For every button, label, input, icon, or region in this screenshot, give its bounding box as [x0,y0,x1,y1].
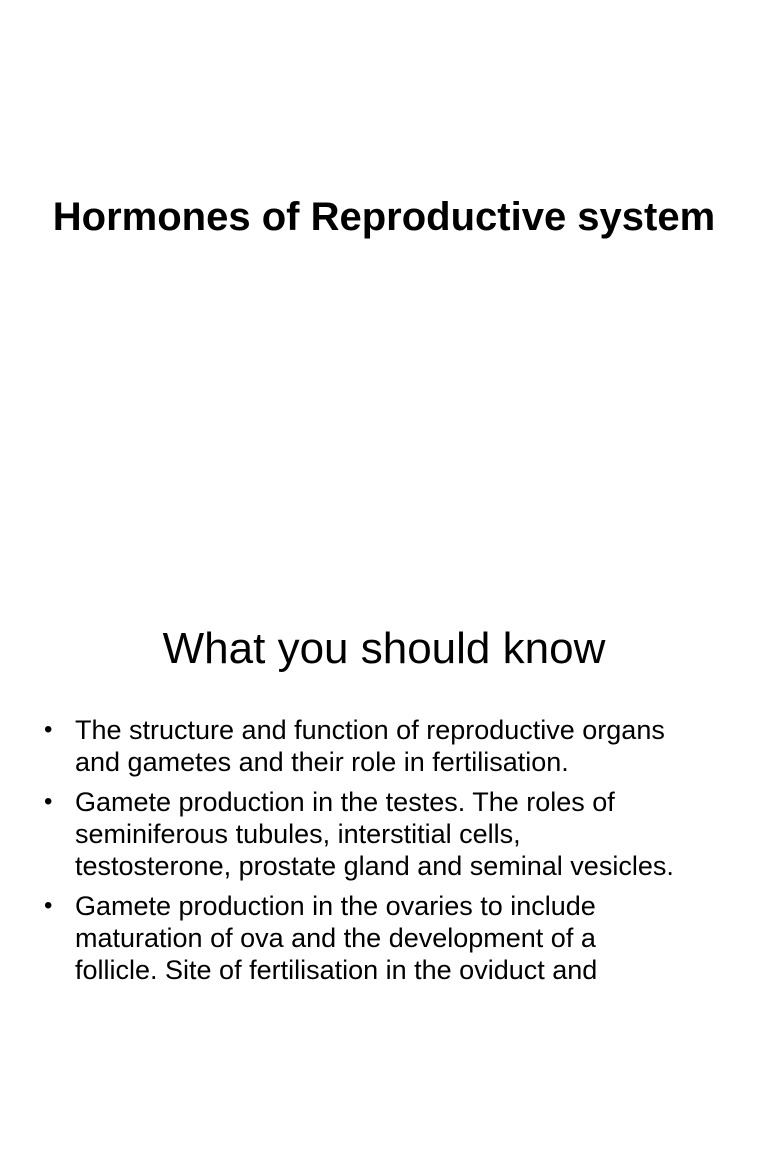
list-item [44,890,684,986]
slide-heading: What you should know [162,624,606,673]
bullet-icon: • [44,788,53,815]
bullet-text: Gamete production in the ovaries to include maturation of ova and the development of a follicle. Site of fertilisation in the oviduct and [75,891,598,985]
bullet-icon: • [44,716,53,743]
bullet-icon: • [44,892,53,919]
bullet-text: Gamete production in the testes. The roles of seminiferous tubules, interstitial cells, testosterone, prostate gland and seminal vesicles. [75,787,674,881]
list-item [44,786,684,882]
content-slide [0,576,768,1152]
list-item [44,714,684,778]
bullet-text: The structure and function of reproductive organs and gametes and their role in fertilisation. [75,715,665,777]
bullet-list [44,714,684,994]
slide-title: Hormones of Reproductive system [52,195,716,239]
